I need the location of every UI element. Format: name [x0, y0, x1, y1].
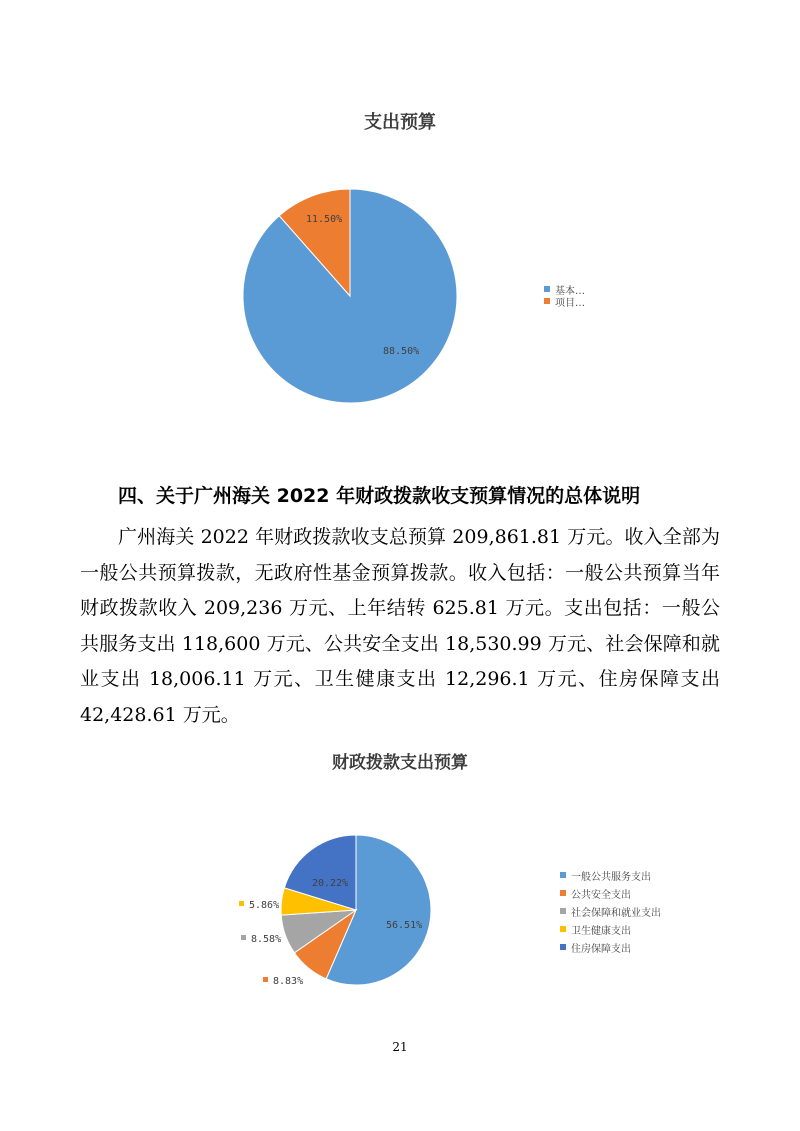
- data-label-2: 8.83%: [273, 976, 304, 987]
- legend-item: [560, 884, 661, 902]
- legend-label: 住房保障支出: [571, 943, 631, 955]
- data-label-2: 11.50%: [306, 214, 343, 225]
- legend-swatch: [560, 944, 566, 950]
- body-paragraph: 广州海关 2022 年财政拨款收支总预算 209,861.81 万元。收入全部为一般公共预算拨款，无政府性基金预算拨款。收入包括：一般公共预算当年财政拨款收入 209,236 万元、上年结转 625.81 万元。支出包括：一般公共服务支出 118,600 万元、公共安全支出 18,530.99 万元、社会保障和就业支出 18,006.11 万元、卫生健康支出 12,296.1 万元、住房保障支出 42,428.61 万元。: [80, 526, 720, 726]
- data-label-marker-3: [241, 935, 246, 940]
- legend-item: [560, 902, 661, 920]
- legend-swatch: [560, 926, 566, 932]
- data-label-3: 8.58%: [251, 934, 282, 945]
- legend-label: 卫生健康支出: [571, 925, 631, 937]
- legend-label: 基本…: [555, 285, 585, 297]
- legend-swatch: [560, 890, 566, 896]
- data-label-5: 20.22%: [312, 878, 349, 889]
- legend-label: 项目…: [555, 297, 585, 309]
- legend-item: [560, 866, 661, 884]
- data-label-1: 88.50%: [383, 346, 420, 357]
- chart-title-expenditure-budget: 支出预算: [364, 112, 436, 133]
- legend-label: 社会保障和就业支出: [571, 907, 661, 919]
- chart-title-fiscal-expenditure-budget: 财政拨款支出预算: [332, 753, 468, 773]
- data-label-4: 5.86%: [249, 900, 280, 911]
- legend-item: [560, 938, 661, 956]
- data-label-1: 56.51%: [386, 920, 423, 931]
- legend-label: 一般公共服务支出: [571, 871, 651, 883]
- legend-swatch: [560, 908, 566, 914]
- legend-fiscal-expenditure-budget: [560, 866, 661, 956]
- legend-swatch: [560, 872, 566, 878]
- data-label-marker-2: [263, 977, 268, 982]
- section-heading: 四、关于广州海关 2022 年财政拨款收支预算情况的总体说明: [118, 485, 641, 507]
- page-number: 21: [392, 1040, 408, 1054]
- legend-item: [560, 920, 661, 938]
- legend-label: 公共安全支出: [571, 889, 631, 901]
- data-label-marker-4: [239, 901, 244, 906]
